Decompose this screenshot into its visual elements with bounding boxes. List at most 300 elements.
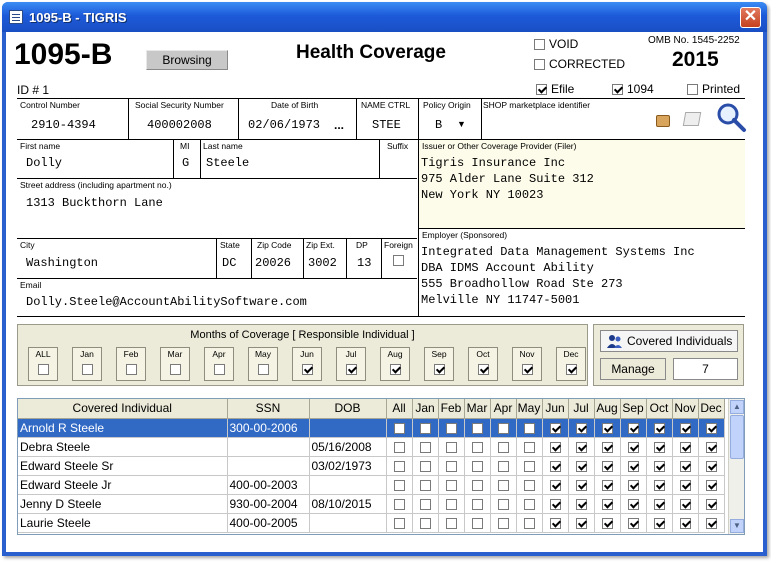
issuer-line[interactable]: Tigris Insurance Inc (421, 156, 566, 170)
divider (356, 98, 357, 139)
state-label: State (220, 240, 240, 250)
name-ctrl-field[interactable]: STEE (372, 118, 401, 132)
cell-ssn[interactable] (227, 456, 309, 475)
month-cell-checkbox[interactable] (654, 518, 665, 529)
month-cell-checkbox[interactable] (498, 461, 509, 472)
month-label: Mar (167, 349, 183, 359)
zip-ext-field[interactable]: 3002 (308, 256, 337, 270)
search-icon[interactable] (716, 102, 748, 134)
divider (200, 139, 201, 178)
scroll-down-button[interactable]: ▼ (730, 519, 744, 533)
month-cell-checkbox[interactable] (576, 442, 587, 453)
months-of-coverage-group (17, 324, 588, 386)
month-cell-checkbox[interactable] (602, 480, 613, 491)
cell-month (490, 494, 516, 513)
month-cell-checkbox[interactable] (420, 499, 431, 510)
control-number-label: Control Number (20, 100, 80, 110)
omb-number: OMB No. 1545-2252 (648, 35, 740, 46)
cell-month (542, 456, 568, 475)
title-bar[interactable] (2, 2, 767, 32)
column-header[interactable]: Aug (594, 399, 620, 418)
issuer-line[interactable]: New York NY 10023 (421, 188, 544, 202)
dob-field[interactable]: 02/06/1973 (248, 118, 321, 132)
month-label: Nov (519, 349, 535, 359)
cell-name[interactable]: Laurie Steele (18, 513, 227, 532)
month-checkbox-apr[interactable] (214, 364, 225, 375)
grid-scrollbar[interactable] (728, 399, 744, 534)
month-label: ALL (35, 349, 51, 359)
employer-line[interactable]: DBA IDMS Account Ability (421, 261, 594, 275)
cell-dob[interactable] (309, 513, 386, 532)
month-cell-checkbox[interactable] (602, 442, 613, 453)
cell-name[interactable]: Edward Steele Sr (18, 456, 227, 475)
cell-month (412, 513, 438, 532)
month-cell-checkbox[interactable] (680, 461, 691, 472)
cell-month (594, 513, 620, 532)
month-cell-checkbox[interactable] (550, 423, 561, 434)
month-cell-checkbox[interactable] (524, 442, 535, 453)
covered-count: 7 (673, 358, 738, 380)
foreign-label: Foreign (384, 240, 413, 250)
month-cell-checkbox[interactable] (576, 518, 587, 529)
divider (381, 238, 382, 278)
month-cell-checkbox[interactable] (498, 442, 509, 453)
cell-month (412, 437, 438, 456)
cell-month (490, 418, 516, 437)
ssn-label: Social Security Number (135, 100, 224, 110)
month-label: Oct (476, 349, 490, 359)
record-id: ID # 1 (17, 83, 50, 97)
cell-month (516, 513, 542, 532)
divider (216, 238, 217, 278)
column-header[interactable]: Sep (620, 399, 646, 418)
month-cell-checkbox[interactable] (550, 499, 561, 510)
month-cell-checkbox[interactable] (628, 480, 639, 491)
policy-origin-label: Policy Origin (423, 100, 471, 110)
month-cell-checkbox[interactable] (706, 442, 717, 453)
month-cell-checkbox[interactable] (446, 461, 457, 472)
month-cell-checkbox[interactable] (420, 480, 431, 491)
month-cell-checkbox[interactable] (602, 518, 613, 529)
mi-label: MI (180, 141, 190, 151)
month-cell-checkbox[interactable] (654, 461, 665, 472)
scroll-thumb[interactable] (730, 415, 744, 459)
month-cell-checkbox[interactable] (602, 423, 613, 434)
month-label: Feb (123, 349, 139, 359)
last-name-label: Last name (203, 141, 243, 151)
cell-month (672, 437, 698, 456)
printed-checkbox-row[interactable] (687, 82, 740, 96)
covered-individuals-button[interactable] (600, 330, 738, 352)
month-checkbox-dec[interactable] (566, 364, 577, 375)
column-header[interactable]: Jun (542, 399, 568, 418)
month-label: Aug (387, 349, 403, 359)
cell-month (620, 513, 646, 532)
window-title: 1095-B - TIGRIS (29, 10, 127, 25)
month-cell-checkbox[interactable] (680, 499, 691, 510)
cell-month (516, 418, 542, 437)
month-checkbox-aug[interactable] (390, 364, 401, 375)
column-header[interactable]: May (516, 399, 542, 418)
month-cell-checkbox[interactable] (680, 518, 691, 529)
month-box-all (28, 347, 58, 381)
month-cell-checkbox[interactable] (472, 442, 483, 453)
issuer-line[interactable]: 975 Alder Lane Suite 312 (421, 172, 594, 186)
first-name-field[interactable]: Dolly (26, 156, 63, 170)
month-label: Apr (212, 349, 226, 359)
efile-checkbox-row[interactable] (536, 82, 574, 96)
month-cell-checkbox[interactable] (498, 423, 509, 434)
tools-icon[interactable] (683, 112, 701, 126)
table-row[interactable] (18, 456, 724, 475)
cell-ssn[interactable]: 930-00-2004 (227, 494, 309, 513)
corrected-checkbox-row[interactable] (534, 57, 625, 71)
divider (17, 238, 417, 239)
month-cell-checkbox[interactable] (550, 518, 561, 529)
month-cell-checkbox[interactable] (602, 461, 613, 472)
month-cell-checkbox[interactable] (498, 499, 509, 510)
divider (17, 178, 417, 179)
month-cell-checkbox[interactable] (628, 518, 639, 529)
1094-checkbox[interactable] (612, 84, 623, 95)
cell-dob[interactable]: 05/16/2008 (309, 437, 386, 456)
cell-month (490, 437, 516, 456)
cell-month (542, 475, 568, 494)
cell-dob[interactable]: 03/02/1973 (309, 456, 386, 475)
cell-dob[interactable] (309, 418, 386, 437)
month-cell-checkbox[interactable] (524, 480, 535, 491)
month-cell-checkbox[interactable] (498, 518, 509, 529)
efile-checkbox[interactable] (536, 84, 547, 95)
month-box-jun (292, 347, 322, 381)
month-cell-checkbox[interactable] (680, 442, 691, 453)
month-checkbox-may[interactable] (258, 364, 269, 375)
ssn-field[interactable]: 400002008 (147, 118, 212, 132)
month-cell-checkbox[interactable] (576, 480, 587, 491)
control-number-field[interactable]: 2910-4394 (31, 118, 96, 132)
city-label: City (20, 240, 35, 250)
cell-month (464, 475, 490, 494)
month-cell-checkbox[interactable] (654, 480, 665, 491)
month-cell-checkbox[interactable] (446, 518, 457, 529)
table-row[interactable] (18, 437, 724, 456)
cell-month (698, 475, 724, 494)
column-header[interactable]: SSN (227, 399, 309, 418)
month-label: Dec (563, 349, 579, 359)
tax-year: 2015 (672, 48, 719, 71)
cell-month (646, 513, 672, 532)
zip-field[interactable]: 20026 (255, 256, 292, 270)
cell-month (646, 475, 672, 494)
cell-month (698, 437, 724, 456)
month-cell-checkbox[interactable] (394, 423, 405, 434)
month-cell-checkbox[interactable] (394, 461, 405, 472)
month-checkbox-mar[interactable] (170, 364, 181, 375)
cell-month (438, 437, 464, 456)
dob-label: Date of Birth (271, 100, 319, 110)
month-box-may (248, 347, 278, 381)
month-cell-checkbox[interactable] (524, 518, 535, 529)
street-field[interactable]: 1313 Buckthorn Lane (26, 196, 163, 210)
cell-month (620, 418, 646, 437)
month-checkbox-nov[interactable] (522, 364, 533, 375)
divider (17, 316, 745, 317)
cell-ssn[interactable]: 400-00-2003 (227, 475, 309, 494)
column-header[interactable]: Feb (438, 399, 464, 418)
cell-month (542, 418, 568, 437)
month-cell-checkbox[interactable] (446, 423, 457, 434)
month-cell-checkbox[interactable] (680, 480, 691, 491)
manage-button[interactable]: Manage (600, 358, 666, 380)
cell-month (698, 513, 724, 532)
cell-ssn[interactable]: 400-00-2005 (227, 513, 309, 532)
month-cell-checkbox[interactable] (446, 442, 457, 453)
cell-month (386, 513, 412, 532)
app-window (2, 2, 767, 556)
cell-month (568, 513, 594, 532)
month-label: Sep (431, 349, 447, 359)
cell-month (646, 456, 672, 475)
month-cell-checkbox[interactable] (524, 461, 535, 472)
month-box-dec (556, 347, 586, 381)
month-cell-checkbox[interactable] (472, 499, 483, 510)
cell-name[interactable]: Debra Steele (18, 437, 227, 456)
table-row[interactable] (18, 513, 724, 532)
month-label: Jul (345, 349, 357, 359)
cell-name[interactable]: Edward Steele Jr (18, 475, 227, 494)
column-header[interactable]: DOB (309, 399, 386, 418)
month-cell-checkbox[interactable] (602, 499, 613, 510)
month-checkbox-all[interactable] (38, 364, 49, 375)
month-cell-checkbox[interactable] (472, 518, 483, 529)
employer-line[interactable]: 555 Broadhollow Road Ste 273 (421, 277, 623, 291)
month-label: Jan (80, 349, 94, 359)
month-cell-checkbox[interactable] (706, 423, 717, 434)
table-row[interactable] (18, 475, 724, 494)
cell-name[interactable]: Arnold R Steele (18, 418, 227, 437)
corrected-label: CORRECTED (549, 57, 626, 71)
month-checkbox-jun[interactable] (302, 364, 313, 375)
month-cell-checkbox[interactable] (524, 499, 535, 510)
grid-table (18, 399, 725, 533)
divider (173, 139, 174, 178)
cell-month (568, 475, 594, 494)
column-header[interactable]: Oct (646, 399, 672, 418)
cell-month (594, 418, 620, 437)
month-cell-checkbox[interactable] (420, 423, 431, 434)
month-cell-checkbox[interactable] (394, 518, 405, 529)
cell-name[interactable]: Jenny D Steele (18, 494, 227, 513)
month-cell-checkbox[interactable] (706, 518, 717, 529)
cell-month (412, 494, 438, 513)
month-cell-checkbox[interactable] (628, 442, 639, 453)
cell-month (386, 494, 412, 513)
cell-month (646, 494, 672, 513)
table-row[interactable] (18, 418, 724, 437)
cell-month (568, 494, 594, 513)
month-box-oct (468, 347, 498, 381)
close-button[interactable]: ✕ (740, 7, 761, 28)
scroll-up-button[interactable]: ▲ (730, 400, 744, 414)
cell-month (542, 494, 568, 513)
employer-line[interactable]: Integrated Data Management Systems Inc (421, 245, 695, 259)
cell-month (620, 437, 646, 456)
month-cell-checkbox[interactable] (654, 499, 665, 510)
cell-month (516, 456, 542, 475)
month-cell-checkbox[interactable] (628, 423, 639, 434)
cell-month (464, 437, 490, 456)
cell-month (698, 456, 724, 475)
cell-month (594, 437, 620, 456)
cell-month (386, 437, 412, 456)
cell-month (490, 513, 516, 532)
dp-label: DP (356, 240, 368, 250)
month-box-feb (116, 347, 146, 381)
month-box-sep (424, 347, 454, 381)
printed-label: Printed (702, 82, 741, 96)
divider (251, 238, 252, 278)
month-checkbox-jan[interactable] (82, 364, 93, 375)
column-header[interactable]: All (386, 399, 412, 418)
month-cell-checkbox[interactable] (524, 423, 535, 434)
month-checkbox-feb[interactable] (126, 364, 137, 375)
month-cell-checkbox[interactable] (550, 480, 561, 491)
month-cell-checkbox[interactable] (550, 442, 561, 453)
dp-field[interactable]: 13 (357, 256, 372, 270)
cell-month (542, 437, 568, 456)
month-cell-checkbox[interactable] (420, 461, 431, 472)
cell-month (672, 418, 698, 437)
cell-ssn[interactable] (227, 437, 309, 456)
cell-month (386, 456, 412, 475)
email-field[interactable]: Dolly.Steele@AccountAbilitySoftware.com (26, 295, 307, 309)
mi-field[interactable]: G (182, 156, 190, 170)
month-checkbox-sep[interactable] (434, 364, 445, 375)
column-header[interactable]: Dec (698, 399, 724, 418)
last-name-field[interactable]: Steele (206, 156, 250, 170)
city-field[interactable]: Washington (26, 256, 99, 270)
month-checkbox-jul[interactable] (346, 364, 357, 375)
cell-month (698, 418, 724, 437)
cell-month (672, 475, 698, 494)
void-checkbox[interactable] (534, 39, 545, 50)
month-cell-checkbox[interactable] (472, 480, 483, 491)
cell-month (386, 475, 412, 494)
month-cell-checkbox[interactable] (446, 499, 457, 510)
suffix-label: Suffix (387, 141, 409, 151)
cell-month (464, 418, 490, 437)
cell-month (672, 513, 698, 532)
month-cell-checkbox[interactable] (420, 442, 431, 453)
month-cell-checkbox[interactable] (472, 461, 483, 472)
column-header[interactable]: Mar (464, 399, 490, 418)
cell-month (438, 456, 464, 475)
month-cell-checkbox[interactable] (394, 442, 405, 453)
month-cell-checkbox[interactable] (550, 461, 561, 472)
month-cell-checkbox[interactable] (628, 499, 639, 510)
month-cell-checkbox[interactable] (706, 499, 717, 510)
month-checkbox-oct[interactable] (478, 364, 489, 375)
form-icon (9, 10, 23, 24)
month-cell-checkbox[interactable] (394, 499, 405, 510)
1094-checkbox-row[interactable] (612, 82, 654, 96)
cell-month (490, 475, 516, 494)
cell-dob[interactable]: 08/10/2015 (309, 494, 386, 513)
month-cell-checkbox[interactable] (628, 461, 639, 472)
shop-label: SHOP marketplace identifier (483, 100, 591, 110)
cell-ssn[interactable]: 300-00-2006 (227, 418, 309, 437)
date-picker-button[interactable]: ... (334, 118, 345, 132)
month-box-jan (72, 347, 102, 381)
month-cell-checkbox[interactable] (576, 461, 587, 472)
browsing-button[interactable]: Browsing (146, 50, 228, 70)
cell-month (412, 456, 438, 475)
cell-dob[interactable] (309, 475, 386, 494)
month-box-jul (336, 347, 366, 381)
lock-icon[interactable] (656, 115, 670, 127)
chevron-down-icon[interactable]: ▼ (457, 119, 466, 129)
month-cell-checkbox[interactable] (446, 480, 457, 491)
column-header[interactable]: Apr (490, 399, 516, 418)
divider (17, 278, 417, 279)
cell-month (620, 456, 646, 475)
cell-month (516, 494, 542, 513)
cell-month (438, 494, 464, 513)
month-cell-checkbox[interactable] (706, 480, 717, 491)
efile-label: Efile (551, 82, 575, 96)
foreign-checkbox[interactable] (393, 255, 404, 266)
divider (481, 98, 482, 139)
employer-line[interactable]: Melville NY 11747-5001 (421, 293, 580, 307)
cell-month (594, 494, 620, 513)
cell-month (438, 418, 464, 437)
month-label: May (254, 349, 272, 359)
month-cell-checkbox[interactable] (498, 480, 509, 491)
column-header[interactable]: Jul (568, 399, 594, 418)
cell-month (646, 437, 672, 456)
form-area (6, 32, 763, 552)
cell-month (516, 475, 542, 494)
month-cell-checkbox[interactable] (576, 499, 587, 510)
state-field[interactable]: DC (222, 256, 237, 270)
months-group-title: Months of Coverage [ Responsible Individual ] (190, 329, 415, 341)
month-cell-checkbox[interactable] (680, 423, 691, 434)
form-number: 1095-B (14, 38, 113, 71)
month-cell-checkbox[interactable] (654, 423, 665, 434)
month-cell-checkbox[interactable] (576, 423, 587, 434)
month-cell-checkbox[interactable] (394, 480, 405, 491)
cell-month (464, 456, 490, 475)
cell-month (698, 494, 724, 513)
policy-origin-select[interactable]: B (435, 118, 443, 132)
column-header[interactable]: Covered Individual (18, 399, 227, 418)
corrected-checkbox[interactable] (534, 59, 545, 70)
column-header[interactable]: Nov (672, 399, 698, 418)
cell-month (438, 475, 464, 494)
employer-label: Employer (Sponsored) (422, 230, 508, 240)
month-box-apr (204, 347, 234, 381)
month-cell-checkbox[interactable] (706, 461, 717, 472)
divider (303, 238, 304, 278)
printed-checkbox[interactable] (687, 84, 698, 95)
month-cell-checkbox[interactable] (654, 442, 665, 453)
month-cell-checkbox[interactable] (420, 518, 431, 529)
month-cell-checkbox[interactable] (472, 423, 483, 434)
cell-month (646, 418, 672, 437)
table-row[interactable] (18, 494, 724, 513)
void-checkbox-row[interactable] (534, 37, 578, 51)
column-header[interactable]: Jan (412, 399, 438, 418)
